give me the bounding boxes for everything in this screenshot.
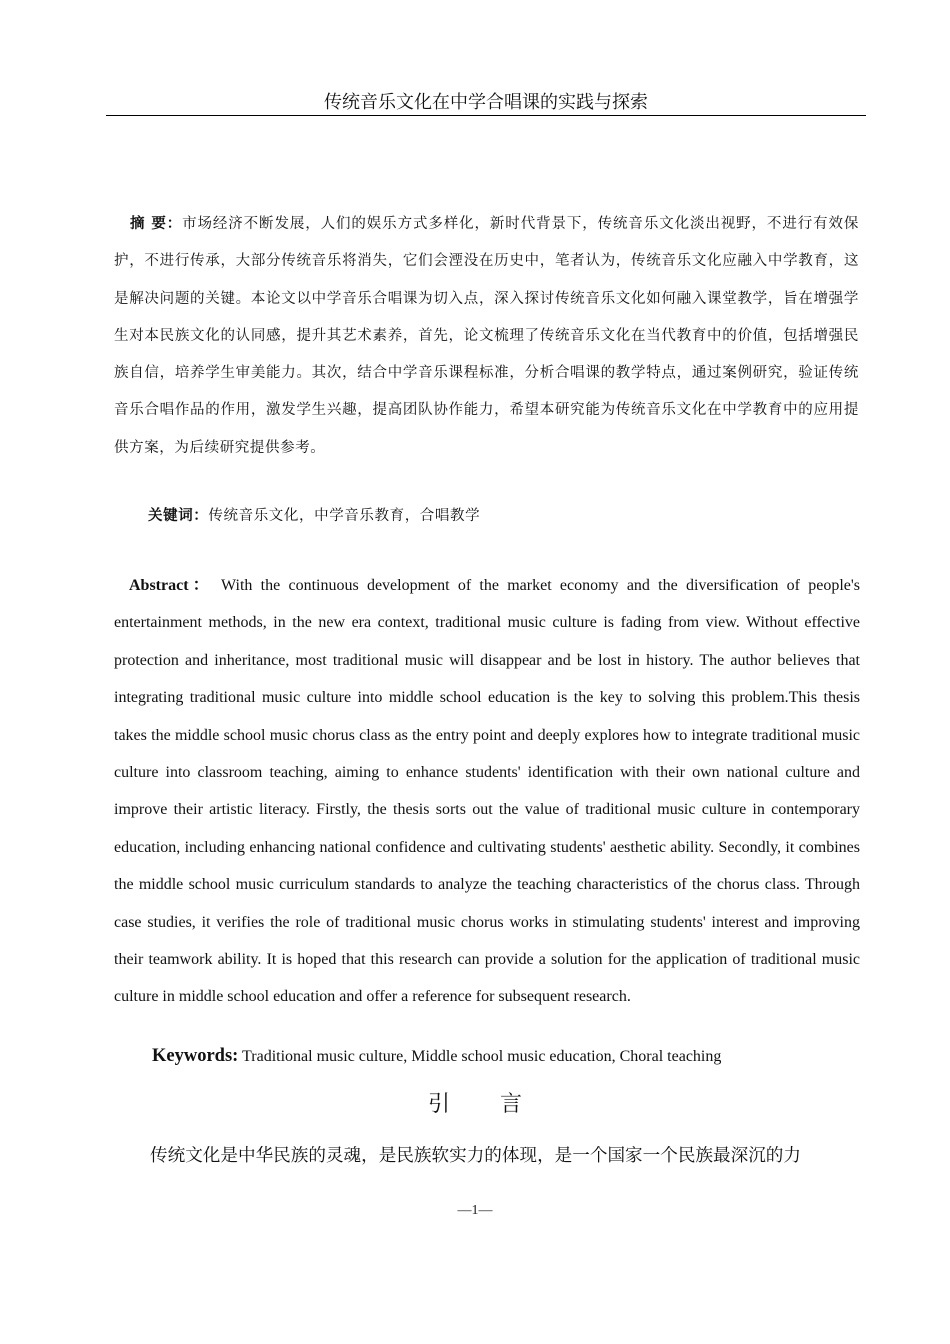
english-keywords-text: Traditional music culture, Middle school music education, Choral teaching: [242, 1048, 722, 1065]
chinese-keywords: [148, 502, 848, 530]
chinese-abstract-text: 市场经济不断发展，人们的娱乐方式多样化，新时代背景下，传统音乐文化淡出视野，不进行有效保护，不进行传承，大部分传统音乐将消失，它们会湮没在历史中，笔者认为，传统音乐文化应融入中学教育，这是解决问题的关键。本论文以中学音乐合唱课为切入点，深入探讨传统音乐文化如何融入课堂教学，旨在增强学生对本民族文化的认同感，提升其艺术素养，首先，论文梳理了传统音乐文化在当代教育中的价值，包括增强民族自信，培养学生审美能力。其次，结合中学音乐课程标准，分析合唱课的教学特点，通过案例研究，验证传统音乐合唱作品的作用，激发学生兴趣，提高团队协作能力，希望本研究能为传统音乐文化在中学教育中的应用提供方案，为后续研究提供参考。: [114, 216, 859, 456]
english-keywords: [152, 1041, 852, 1072]
introduction-heading: [0, 1087, 950, 1123]
header-divider: [106, 115, 866, 116]
introduction-paragraph: 传统文化是中华民族的灵魂，是民族软实力的体现，是一个国家一个民族最深沉的力: [150, 1146, 801, 1166]
english-abstract-label: Abstract：: [129, 577, 214, 594]
introduction-heading-char-1: 引: [427, 1092, 450, 1117]
chinese-abstract-label: 摘 要：: [130, 216, 183, 232]
introduction-heading-char-2: 言: [500, 1092, 523, 1117]
chinese-abstract: [114, 206, 859, 467]
chinese-keywords-label: 关键词：: [148, 508, 209, 524]
running-header-title: 传统音乐文化在中学合唱课的实践与探索: [324, 92, 648, 113]
english-keywords-label: Keywords:: [152, 1046, 239, 1066]
english-abstract-text: With the continuous development of the market economy and the diversification of people's entertainment methods, in the new era context, traditional music culture is fading from view. Without effective protection and inheritance, most traditional music will disappear and be lost in history. The author believes that integrating traditional music culture into middle school education is the key to solving this problem.This thesis takes the middle school music chorus class as the entry point and deeply explores how to integrate traditional music culture into classroom teaching, aiming to enhance students' identification with their own national culture and improve their artistic literacy. Firstly, the thesis sorts out the value of traditional music culture in contemporary education, including enhancing national confidence and cultivating students' aesthetic ability. Secondly, it combines the middle school music curriculum standards to analyze the teaching characteristics of the chorus class. Through case studies, it verifies the role of traditional music chorus works in stimulating students' interest and improving their teamwork ability. It is hoped that this research can provide a solution for the application of traditional music culture in middle school education and offer a reference for subsequent research.: [114, 577, 860, 1006]
page-number: —1—: [457, 1203, 493, 1218]
english-abstract: [114, 567, 860, 1016]
chinese-keywords-text: 传统音乐文化，中学音乐教育，合唱教学: [208, 508, 481, 524]
